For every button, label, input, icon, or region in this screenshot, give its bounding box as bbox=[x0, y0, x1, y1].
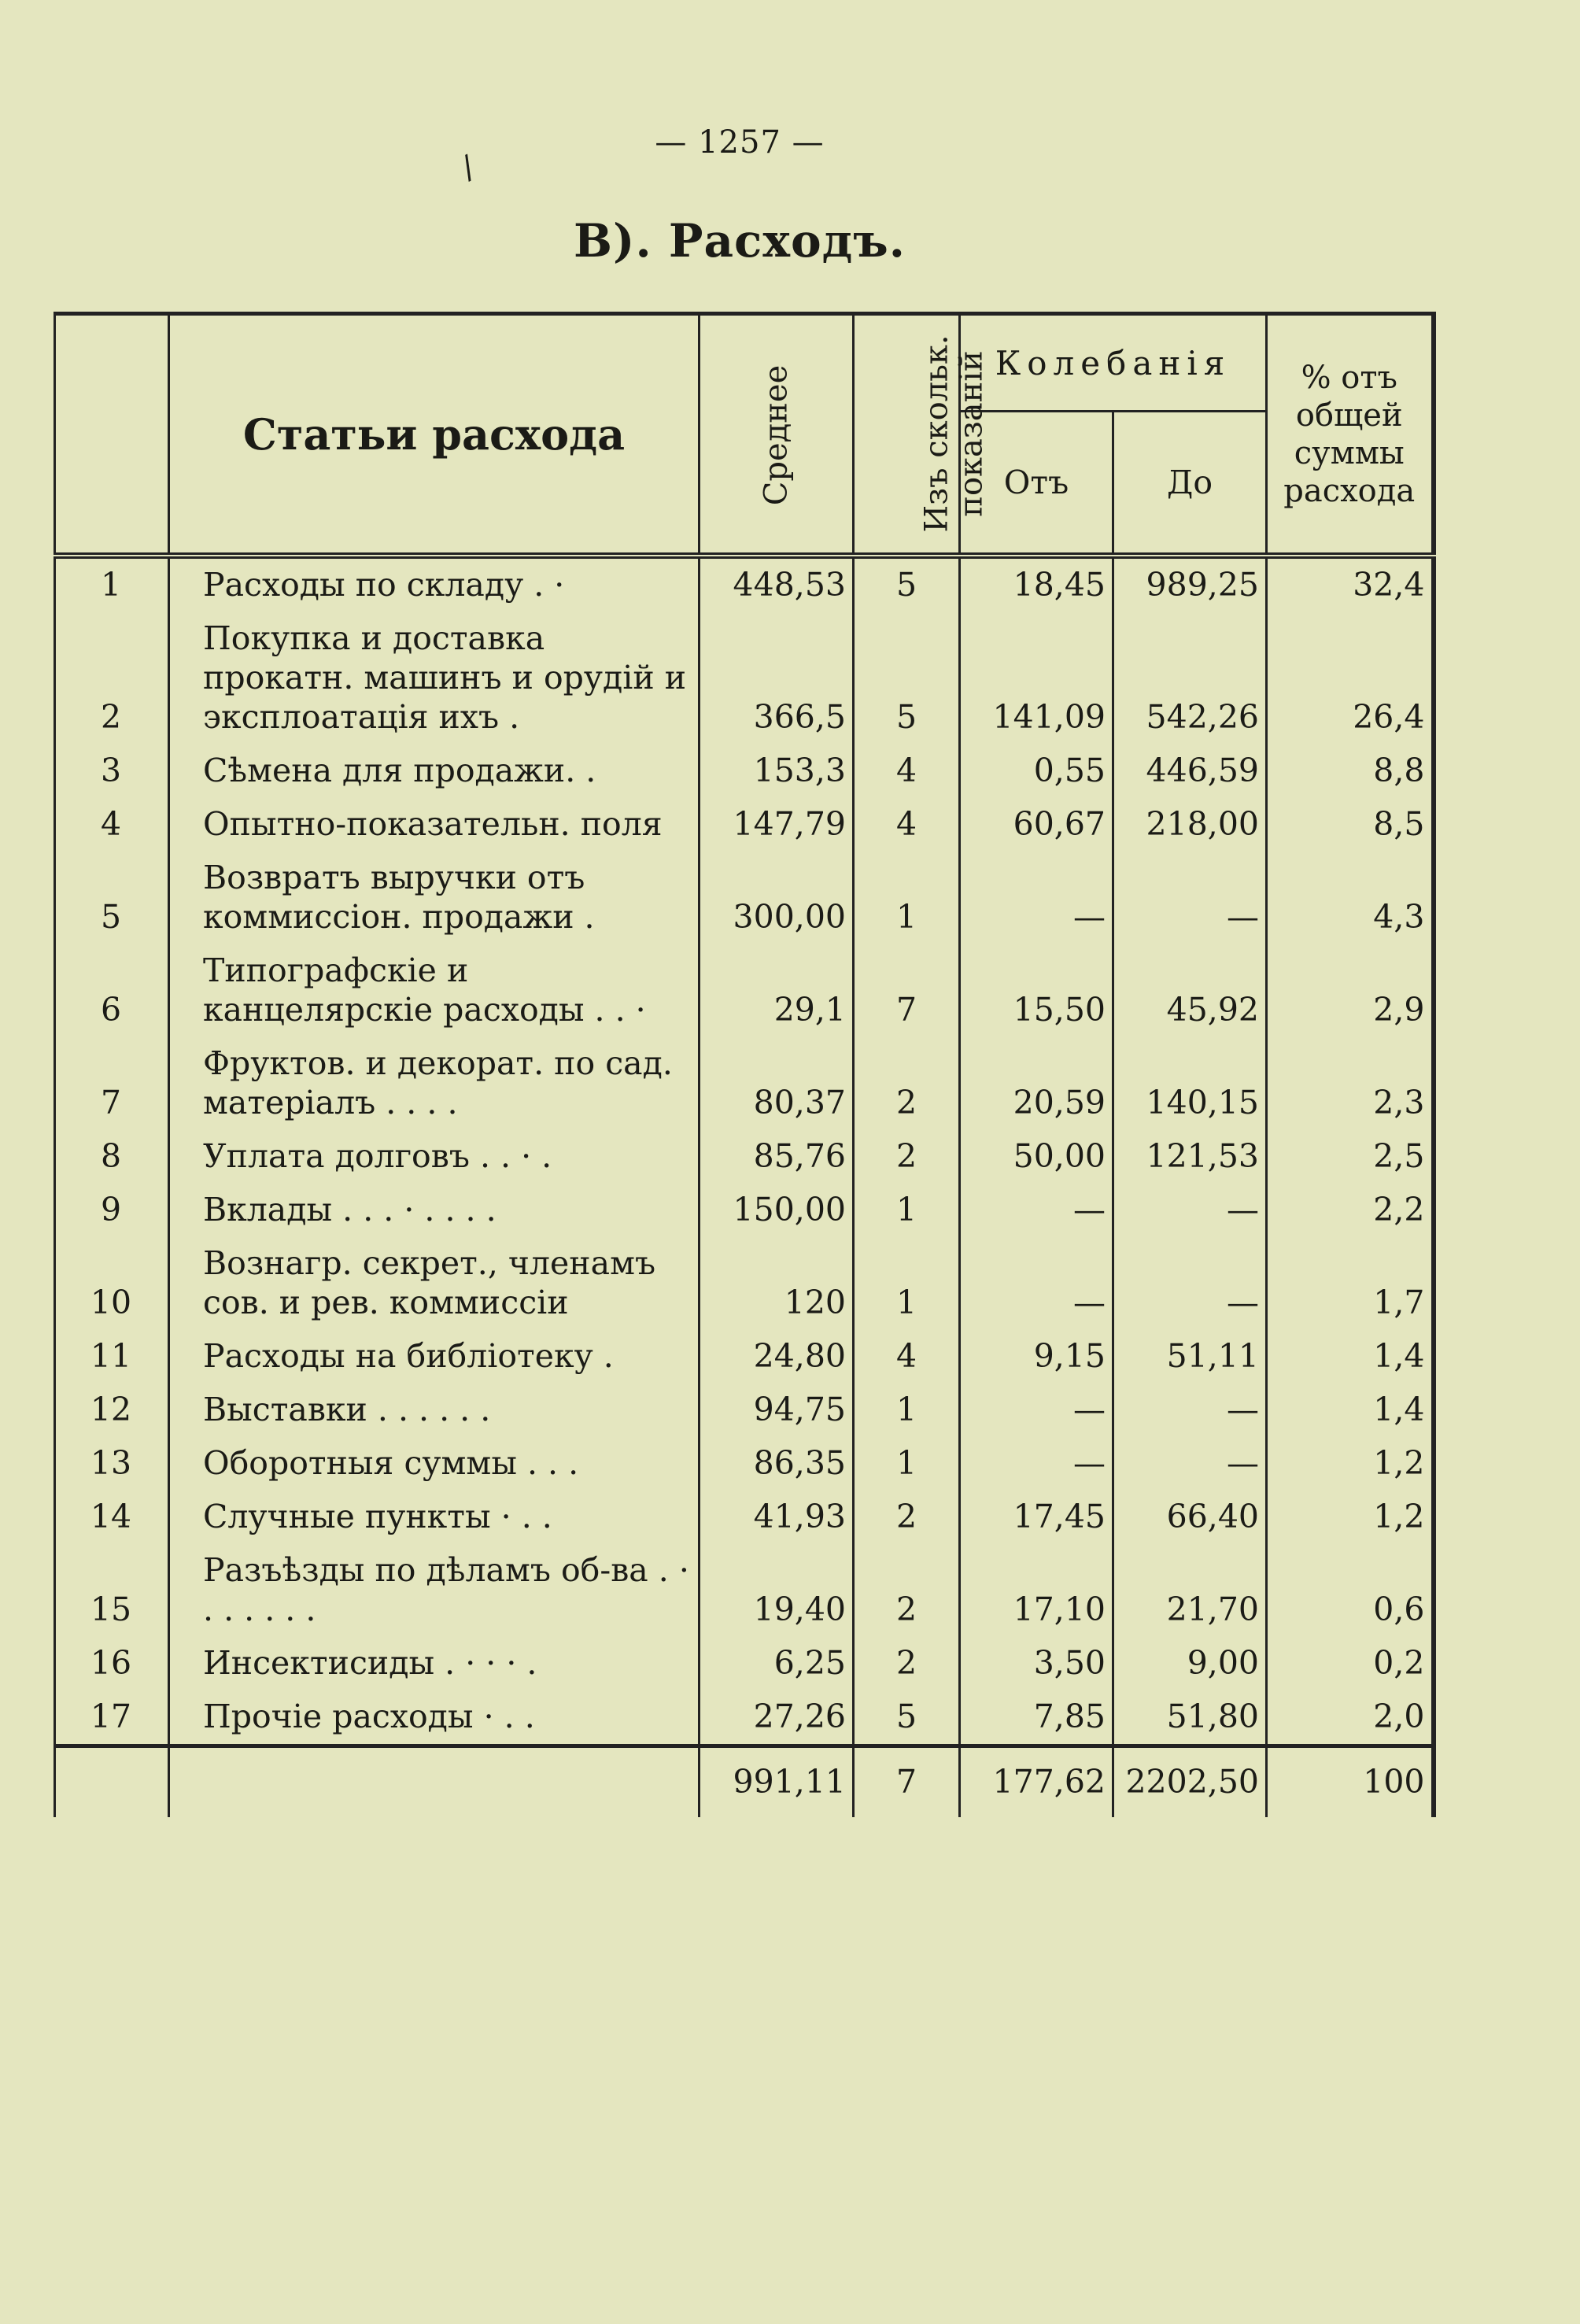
row-average: 41,93 bbox=[700, 1491, 854, 1544]
row-item: Случные пункты · . . bbox=[169, 1491, 700, 1544]
stray-mark: / bbox=[455, 149, 481, 187]
total-number bbox=[55, 1746, 169, 1818]
row-item: Вознагр. секрет., членамъ сов. и рев. коммиссіи bbox=[169, 1237, 700, 1330]
total-from: 177,62 bbox=[960, 1746, 1113, 1818]
total-average: 991,11 bbox=[700, 1746, 854, 1818]
row-from: — bbox=[960, 1384, 1113, 1437]
row-item: Покупка и доставка прокатн. машинъ и орудій и эксплоатація ихъ . bbox=[169, 612, 700, 744]
row-item: Возвратъ выручки отъ коммиссіон. продажи . bbox=[169, 852, 700, 944]
total-percent: 100 bbox=[1267, 1746, 1434, 1818]
row-from: 50,00 bbox=[960, 1130, 1113, 1184]
row-percent: 1,4 bbox=[1267, 1330, 1434, 1384]
row-item: Типографскіе и канцелярскіе расходы . . · bbox=[169, 944, 700, 1037]
row-to: 446,59 bbox=[1113, 744, 1267, 798]
row-average: 366,5 bbox=[700, 612, 854, 744]
row-average: 150,00 bbox=[700, 1184, 854, 1237]
row-from: 141,09 bbox=[960, 612, 1113, 744]
table-row bbox=[55, 744, 1434, 798]
row-from: 0,55 bbox=[960, 744, 1113, 798]
row-percent: 0,2 bbox=[1267, 1637, 1434, 1690]
row-average: 24,80 bbox=[700, 1330, 854, 1384]
row-percent: 4,3 bbox=[1267, 852, 1434, 944]
row-count: 1 bbox=[854, 1237, 960, 1330]
row-number: 17 bbox=[55, 1690, 169, 1746]
row-item: Уплата долговъ . . · . bbox=[169, 1130, 700, 1184]
row-count: 5 bbox=[854, 1690, 960, 1746]
row-number: 8 bbox=[55, 1130, 169, 1184]
table-row bbox=[55, 798, 1434, 852]
row-number: 3 bbox=[55, 744, 169, 798]
row-number: 13 bbox=[55, 1437, 169, 1491]
table-row bbox=[55, 1544, 1434, 1637]
table-row bbox=[55, 1037, 1434, 1130]
row-average: 300,00 bbox=[700, 852, 854, 944]
row-percent: 8,8 bbox=[1267, 744, 1434, 798]
row-number: 5 bbox=[55, 852, 169, 944]
header-fluctuations: Колебанія bbox=[960, 314, 1267, 412]
table-row bbox=[55, 944, 1434, 1037]
row-count: 4 bbox=[854, 798, 960, 852]
row-to: — bbox=[1113, 1384, 1267, 1437]
row-percent: 1,2 bbox=[1267, 1437, 1434, 1491]
row-percent: 1,7 bbox=[1267, 1237, 1434, 1330]
row-count: 2 bbox=[854, 1037, 960, 1130]
row-count: 4 bbox=[854, 744, 960, 798]
row-to: — bbox=[1113, 1437, 1267, 1491]
total-count: 7 bbox=[854, 1746, 960, 1818]
row-from: — bbox=[960, 1237, 1113, 1330]
table-row bbox=[55, 1491, 1434, 1544]
row-percent: 2,3 bbox=[1267, 1037, 1434, 1130]
row-to: — bbox=[1113, 1184, 1267, 1237]
row-to: 121,53 bbox=[1113, 1130, 1267, 1184]
row-item: Сѣмена для продажи. . bbox=[169, 744, 700, 798]
header-average: Среднее bbox=[700, 314, 854, 556]
row-number: 9 bbox=[55, 1184, 169, 1237]
row-count: 5 bbox=[854, 556, 960, 612]
row-item: Инсектисиды . · · · . bbox=[169, 1637, 700, 1690]
row-item: Расходы по складу . · bbox=[169, 556, 700, 612]
row-to: 21,70 bbox=[1113, 1544, 1267, 1637]
row-percent: 0,6 bbox=[1267, 1544, 1434, 1637]
table-row bbox=[55, 1384, 1434, 1437]
row-percent: 2,0 bbox=[1267, 1690, 1434, 1746]
row-from: 3,50 bbox=[960, 1637, 1113, 1690]
row-item: Прочіе расходы · . . bbox=[169, 1690, 700, 1746]
row-count: 1 bbox=[854, 1384, 960, 1437]
row-count: 2 bbox=[854, 1491, 960, 1544]
row-average: 147,79 bbox=[700, 798, 854, 852]
row-average: 448,53 bbox=[700, 556, 854, 612]
row-to: 542,26 bbox=[1113, 612, 1267, 744]
row-percent: 2,5 bbox=[1267, 1130, 1434, 1184]
row-average: 27,26 bbox=[700, 1690, 854, 1746]
table-row bbox=[55, 852, 1434, 944]
total-to: 2202,50 bbox=[1113, 1746, 1267, 1818]
row-percent: 8,5 bbox=[1267, 798, 1434, 852]
row-item: Расходы на библіотеку . bbox=[169, 1330, 700, 1384]
row-number: 10 bbox=[55, 1237, 169, 1330]
table-row bbox=[55, 556, 1434, 612]
row-average: 85,76 bbox=[700, 1130, 854, 1184]
row-number: 16 bbox=[55, 1637, 169, 1690]
row-average: 86,35 bbox=[700, 1437, 854, 1491]
row-item: Фруктов. и декорат. по сад. матеріалъ . . . . bbox=[169, 1037, 700, 1130]
row-average: 19,40 bbox=[700, 1544, 854, 1637]
row-count: 2 bbox=[854, 1637, 960, 1690]
row-number: 12 bbox=[55, 1384, 169, 1437]
row-average: 80,37 bbox=[700, 1037, 854, 1130]
row-percent: 1,2 bbox=[1267, 1491, 1434, 1544]
row-number: 7 bbox=[55, 1037, 169, 1130]
row-to: 218,00 bbox=[1113, 798, 1267, 852]
table-row bbox=[55, 1237, 1434, 1330]
row-percent: 2,2 bbox=[1267, 1184, 1434, 1237]
table-row bbox=[55, 1690, 1434, 1746]
total-row bbox=[55, 1746, 1434, 1818]
row-number: 6 bbox=[55, 944, 169, 1037]
row-number: 15 bbox=[55, 1544, 169, 1637]
row-to: 45,92 bbox=[1113, 944, 1267, 1037]
row-count: 2 bbox=[854, 1544, 960, 1637]
row-item: Выставки . . . . . . bbox=[169, 1384, 700, 1437]
row-number: 11 bbox=[55, 1330, 169, 1384]
row-to: 989,25 bbox=[1113, 556, 1267, 612]
row-to: — bbox=[1113, 1237, 1267, 1330]
row-from: 18,45 bbox=[960, 556, 1113, 612]
row-number: 14 bbox=[55, 1491, 169, 1544]
header-number bbox=[55, 314, 169, 556]
row-item: Оборотныя суммы . . . bbox=[169, 1437, 700, 1491]
row-count: 1 bbox=[854, 852, 960, 944]
row-from: — bbox=[960, 852, 1113, 944]
row-average: 153,3 bbox=[700, 744, 854, 798]
row-item: Опытно-показательн. поля bbox=[169, 798, 700, 852]
row-count: 1 bbox=[854, 1437, 960, 1491]
row-to: 140,15 bbox=[1113, 1037, 1267, 1130]
row-to: 51,11 bbox=[1113, 1330, 1267, 1384]
table-row bbox=[55, 1330, 1434, 1384]
row-item: Вклады . . . · . . . . bbox=[169, 1184, 700, 1237]
row-average: 94,75 bbox=[700, 1384, 854, 1437]
row-to: 51,80 bbox=[1113, 1690, 1267, 1746]
row-average: 120 bbox=[700, 1237, 854, 1330]
row-number: 1 bbox=[55, 556, 169, 612]
row-number: 4 bbox=[55, 798, 169, 852]
page-number: — 1257 — bbox=[655, 124, 825, 161]
row-to: 9,00 bbox=[1113, 1637, 1267, 1690]
row-count: 1 bbox=[854, 1184, 960, 1237]
row-from: 17,45 bbox=[960, 1491, 1113, 1544]
row-count: 7 bbox=[854, 944, 960, 1037]
row-percent: 1,4 bbox=[1267, 1384, 1434, 1437]
header-to: До bbox=[1113, 412, 1267, 556]
row-count: 2 bbox=[854, 1130, 960, 1184]
header-item: Статьи расхода bbox=[169, 314, 700, 556]
row-from: 7,85 bbox=[960, 1690, 1113, 1746]
row-average: 6,25 bbox=[700, 1637, 854, 1690]
row-from: — bbox=[960, 1437, 1113, 1491]
row-from: 20,59 bbox=[960, 1037, 1113, 1130]
row-count: 4 bbox=[854, 1330, 960, 1384]
table-row bbox=[55, 1130, 1434, 1184]
row-from: 17,10 bbox=[960, 1544, 1113, 1637]
row-from: 9,15 bbox=[960, 1330, 1113, 1384]
row-percent: 32,4 bbox=[1267, 556, 1434, 612]
row-to: 66,40 bbox=[1113, 1491, 1267, 1544]
row-to: — bbox=[1113, 852, 1267, 944]
row-count: 5 bbox=[854, 612, 960, 744]
row-percent: 26,4 bbox=[1267, 612, 1434, 744]
header-percent: % отъ общей суммы расхода bbox=[1267, 314, 1434, 556]
row-from: 15,50 bbox=[960, 944, 1113, 1037]
row-from: 60,67 bbox=[960, 798, 1113, 852]
row-average: 29,1 bbox=[700, 944, 854, 1037]
row-percent: 2,9 bbox=[1267, 944, 1434, 1037]
table-row bbox=[55, 1637, 1434, 1690]
row-number: 2 bbox=[55, 612, 169, 744]
table-row bbox=[55, 1437, 1434, 1491]
table-row bbox=[55, 1184, 1434, 1237]
row-from: — bbox=[960, 1184, 1113, 1237]
header-count: Изъ скольк. показаній bbox=[854, 314, 960, 556]
header-from: Отъ bbox=[960, 412, 1113, 556]
expense-table bbox=[54, 312, 1432, 1817]
table-row bbox=[55, 612, 1434, 744]
row-item: Разъѣзды по дѣламъ об-ва . · . . . . . . bbox=[169, 1544, 700, 1637]
total-item bbox=[169, 1746, 700, 1818]
page-title: B). Расходъ. bbox=[574, 214, 906, 268]
